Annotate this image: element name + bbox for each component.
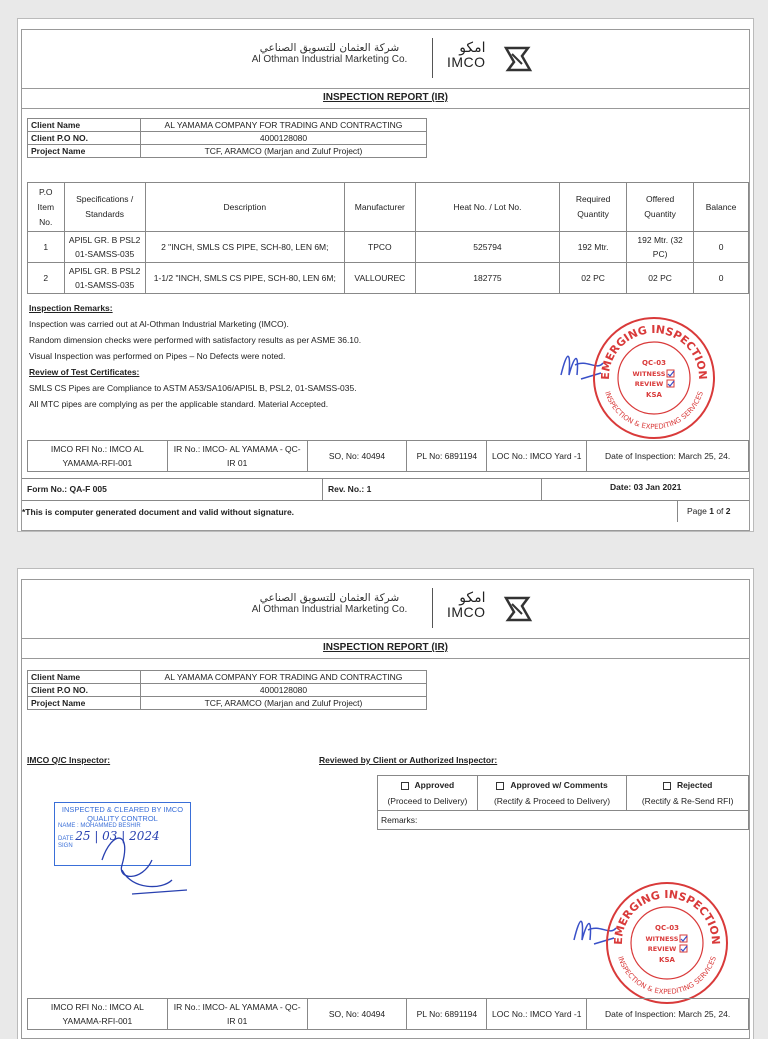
rejected-option[interactable] xyxy=(627,776,749,811)
company-header xyxy=(22,30,749,89)
project-name-value: TCF, ARAMCO (Marjan and Zuluf Project) xyxy=(141,145,427,158)
cell-offered-qty: 192 Mtr. (32 PC) xyxy=(627,232,694,263)
rejected-title: Rejected xyxy=(676,780,713,790)
remarks-field[interactable]: Remarks: xyxy=(378,811,749,830)
col-header-item-no: P.O Item No. xyxy=(28,183,65,232)
stamp-line1: INSPECTED & CLEARED BY IMCO xyxy=(61,805,184,814)
remarks-section xyxy=(29,300,361,412)
stamp-review: REVIEW xyxy=(647,945,677,953)
rfi-number: IMCO RFI No.: IMCO AL YAMAMA-RFI-001 xyxy=(28,999,168,1030)
stamp-ring-top: EMERGING INSPECTION xyxy=(598,322,710,381)
stamp-country: KSA xyxy=(659,956,675,964)
header-divider xyxy=(432,38,433,78)
table-row xyxy=(28,441,749,472)
table-header-row xyxy=(28,183,749,232)
test-certificates-heading: Review of Test Certificates: xyxy=(29,367,140,377)
stamp-date-label: DATE xyxy=(58,836,74,842)
table-row xyxy=(28,999,749,1030)
stamp-code: QC-03 xyxy=(642,359,666,367)
table-row xyxy=(28,119,427,132)
table-row xyxy=(28,132,427,145)
approved-option[interactable] xyxy=(378,776,478,811)
cell-balance: 0 xyxy=(694,232,749,263)
remark-line: SMLS CS Pipes are Compliance to ASTM A53/SA106/API5L B, PSL2, 01-SAMSS-035. xyxy=(29,383,357,393)
items-table xyxy=(27,182,749,294)
rejected-sub: (Rectify & Re-Send RFI) xyxy=(641,796,734,806)
rfi-number: IMCO RFI No.: IMCO AL YAMAMA-RFI-001 xyxy=(28,441,168,472)
stamp-witness: WITNESS xyxy=(645,935,679,943)
page-mid: of xyxy=(713,506,726,516)
table-row xyxy=(378,811,749,830)
col-header-manufacturer: Manufacturer xyxy=(344,183,415,232)
cell-heat-no: 182775 xyxy=(415,263,559,294)
computer-generated-note: *This is computer generated document and valid without signature. xyxy=(22,507,295,517)
stamp-name-value: MOHAMMED BESHIR xyxy=(80,823,141,829)
page-total: 2 xyxy=(725,506,731,516)
col-header-balance: Balance xyxy=(694,183,749,232)
col-header-offered-qty: Offered Quantity xyxy=(627,183,694,232)
footer-info-table xyxy=(27,440,749,472)
page-frame xyxy=(21,29,750,531)
imco-emblem-icon xyxy=(500,592,536,626)
stamp-witness: WITNESS xyxy=(632,370,666,378)
client-po-value: 4000128080 xyxy=(141,684,427,697)
stamp-ring-bottom: INSPECTION & EXPEDITING SERVICES xyxy=(603,390,705,432)
remark-line: All MTC pipes are complying as per the applicable standard. Material Accepted. xyxy=(29,399,329,409)
footer-line xyxy=(22,478,749,479)
stamp-ring-bottom: INSPECTION & EXPEDITING SERVICES xyxy=(616,955,718,997)
cell-offered-qty: 02 PC xyxy=(627,263,694,294)
date-of-inspection: Date of Inspection: March 25, 24. xyxy=(587,441,749,472)
loc-number: LOC No.: IMCO Yard -1 xyxy=(487,999,587,1030)
remark-line: Visual Inspection was performed on Pipes – No Defects were noted. xyxy=(29,351,286,361)
page-current: 1 xyxy=(709,506,714,516)
revision-number: Rev. No.: 1 xyxy=(328,484,372,494)
stamp-date-value: 25 | 03 | 2024 xyxy=(75,829,160,843)
col-header-required-qty: Required Quantity xyxy=(560,183,627,232)
project-name-label: Project Name xyxy=(28,697,141,710)
footer-line xyxy=(22,500,749,501)
table-row xyxy=(28,697,427,710)
client-po-label: Client P.O NO. xyxy=(28,132,141,145)
footer-divider xyxy=(541,478,542,500)
client-name-value: AL YAMAMA COMPANY FOR TRADING AND CONTRACTING xyxy=(141,671,427,684)
imco-emblem-icon xyxy=(500,42,536,76)
checkbox-icon[interactable] xyxy=(401,782,409,790)
project-name-value: TCF, ARAMCO (Marjan and Zuluf Project) xyxy=(141,697,427,710)
approval-table xyxy=(377,775,749,830)
cell-required-qty: 02 PC xyxy=(560,263,627,294)
company-name xyxy=(222,42,437,65)
inspector-signature-icon xyxy=(92,820,192,900)
col-header-description: Description xyxy=(145,183,344,232)
footer-divider xyxy=(322,478,323,500)
form-date: Date: 03 Jan 2021 xyxy=(610,482,682,492)
page-prefix: Page xyxy=(687,506,710,516)
table-row xyxy=(28,263,749,294)
client-info-table xyxy=(27,670,427,710)
page-number xyxy=(687,506,731,516)
ir-number: IR No.: IMCO- AL YAMAMA - QC-IR 01 xyxy=(167,999,307,1030)
cell-description: 1-1/2 "INCH, SMLS CS PIPE, SCH-80, LEN 6M; xyxy=(145,263,344,294)
report-page-1 xyxy=(17,18,754,532)
date-of-inspection: Date of Inspection: March 25, 24. xyxy=(587,999,749,1030)
remark-line: Random dimension checks were performed with satisfactory results as per ASME 36.10. xyxy=(29,335,362,345)
stamp-line2: QUALITY CONTROL xyxy=(87,814,158,823)
cell-manufacturer: VALLOUREC xyxy=(344,263,415,294)
client-name-label: Client Name xyxy=(28,119,141,132)
emerging-inspection-stamp-icon xyxy=(602,878,732,1008)
cell-required-qty: 192 Mtr. xyxy=(560,232,627,263)
cell-balance: 0 xyxy=(694,263,749,294)
client-name-value: AL YAMAMA COMPANY FOR TRADING AND CONTRACTING xyxy=(141,119,427,132)
emerging-inspection-stamp-icon xyxy=(589,313,719,443)
cell-manufacturer: TPCO xyxy=(344,232,415,263)
form-number: Form No.: QA-F 005 xyxy=(27,484,107,494)
approved-title: Approved xyxy=(414,780,455,790)
client-po-value: 4000128080 xyxy=(141,132,427,145)
inspection-remarks-heading: Inspection Remarks: xyxy=(29,303,113,313)
footer-info-table xyxy=(27,998,749,1030)
client-name-label: Client Name xyxy=(28,671,141,684)
col-header-heat-no: Heat No. / Lot No. xyxy=(415,183,559,232)
logo-english-text: IMCO xyxy=(447,54,486,70)
stamp-name-label: NAME : xyxy=(58,823,79,829)
stamp-review: REVIEW xyxy=(634,380,664,388)
cell-spec: API5L GR. B PSL2 01-SAMSS-035 xyxy=(64,263,145,294)
table-row xyxy=(28,232,749,263)
stamp-country: KSA xyxy=(646,391,662,399)
report-title-text: INSPECTION REPORT (IR) xyxy=(322,642,448,653)
remark-line: Inspection was carried out at Al-Othman Industrial Marketing (IMCO). xyxy=(29,319,289,329)
report-title-text: INSPECTION REPORT (IR) xyxy=(322,92,448,103)
report-title xyxy=(22,88,749,109)
report-title xyxy=(22,638,749,659)
so-number: SO, No: 40494 xyxy=(307,441,407,472)
logo-english-text: IMCO xyxy=(447,604,486,620)
pl-number: PL No: 6891194 xyxy=(407,999,487,1030)
ir-number: IR No.: IMCO- AL YAMAMA - QC-IR 01 xyxy=(167,441,307,472)
stamp-code: QC-03 xyxy=(655,924,679,932)
client-info-table xyxy=(27,118,427,158)
checkbox-icon[interactable] xyxy=(496,782,504,790)
stamp-sign-label: SIGN xyxy=(58,843,73,849)
header-divider xyxy=(432,588,433,628)
reviewed-by-label: Reviewed by Client or Authorized Inspector: xyxy=(319,755,498,765)
project-name-label: Project Name xyxy=(28,145,141,158)
imco-logo xyxy=(447,40,486,70)
cell-description: 2 "INCH, SMLS CS PIPE, SCH-80, LEN 6M; xyxy=(145,232,344,263)
pl-number: PL No: 6891194 xyxy=(407,441,487,472)
footer-divider xyxy=(677,500,678,522)
client-po-label: Client P.O NO. xyxy=(28,684,141,697)
cell-item-no: 1 xyxy=(28,232,65,263)
approved-with-comments-option[interactable] xyxy=(477,776,627,811)
logo-arabic-text: امكو xyxy=(459,590,486,606)
report-page-2 xyxy=(17,568,754,1039)
imco-inspector-label: IMCO Q/C Inspector: xyxy=(27,755,111,765)
loc-number: LOC No.: IMCO Yard -1 xyxy=(487,441,587,472)
table-row xyxy=(378,776,749,811)
table-row xyxy=(28,145,427,158)
stamp-ring-top: EMERGING INSPECTION xyxy=(611,887,723,946)
table-row xyxy=(28,684,427,697)
so-number: SO, No: 40494 xyxy=(307,999,407,1030)
table-row xyxy=(28,671,427,684)
col-header-spec: Specifications / Standards xyxy=(64,183,145,232)
cell-item-no: 2 xyxy=(28,263,65,294)
company-arabic-name: شركة العثمان للتسويق الصناعي xyxy=(259,42,400,54)
approved-sub: (Proceed to Delivery) xyxy=(387,796,468,806)
company-english-name: Al Othman Industrial Marketing Co. xyxy=(251,604,408,615)
approved-comments-title: Approved w/ Comments xyxy=(510,780,608,790)
cell-spec: API5L GR. B PSL2 01-SAMSS-035 xyxy=(64,232,145,263)
imco-logo xyxy=(447,590,486,620)
company-name xyxy=(222,592,437,615)
page-frame xyxy=(21,579,750,1039)
company-arabic-name: شركة العثمان للتسويق الصناعي xyxy=(259,592,400,604)
checkbox-icon[interactable] xyxy=(663,782,671,790)
company-header xyxy=(22,580,749,639)
logo-arabic-text: امكو xyxy=(459,40,486,56)
cell-heat-no: 525794 xyxy=(415,232,559,263)
approved-comments-sub: (Rectify & Proceed to Delivery) xyxy=(493,796,611,806)
company-english-name: Al Othman Industrial Marketing Co. xyxy=(251,54,408,65)
